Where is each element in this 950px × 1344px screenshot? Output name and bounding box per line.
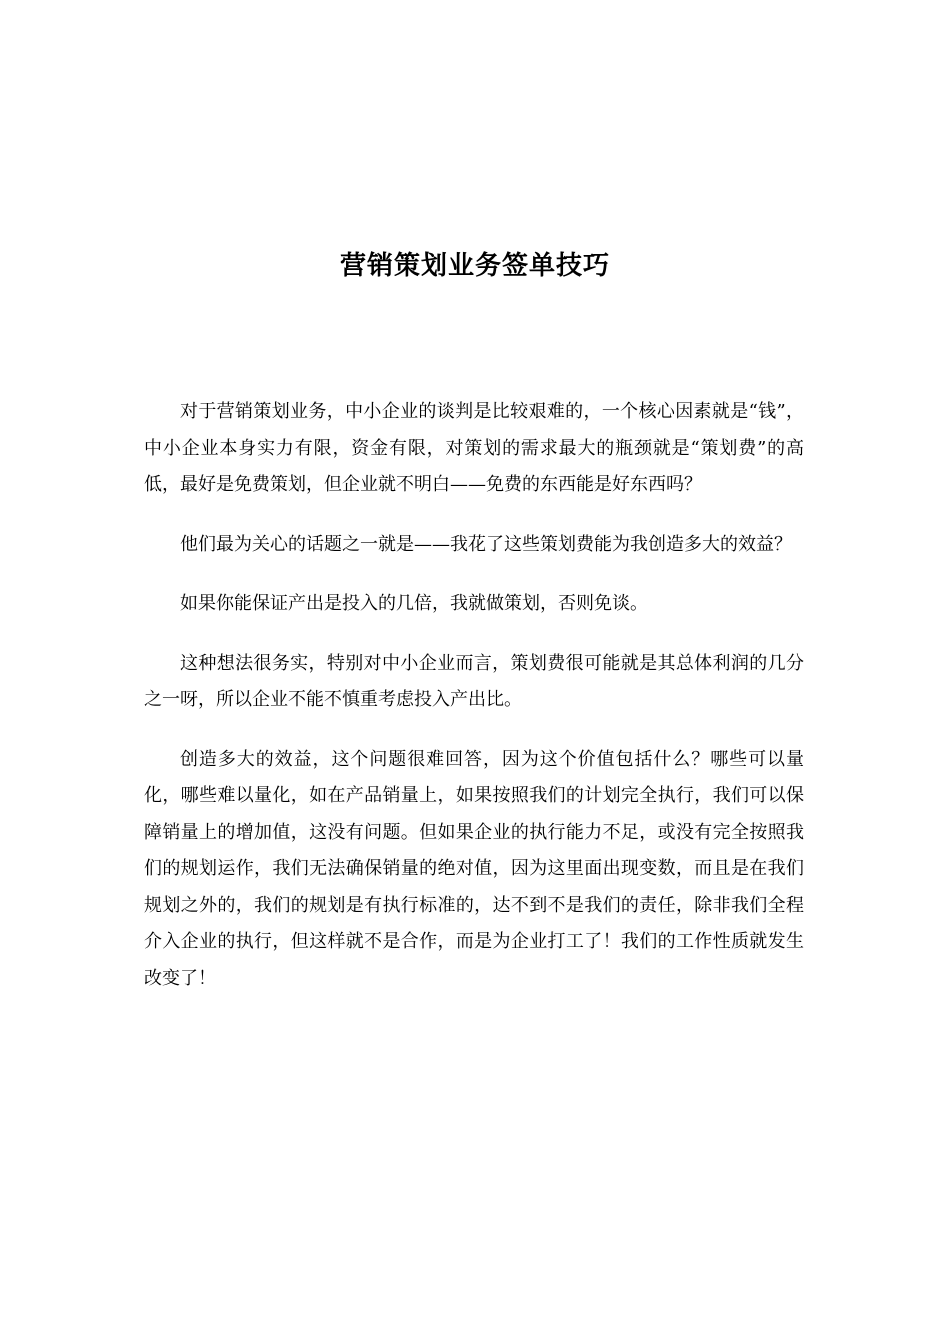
paragraph-3: 如果你能保证产出是投入的几倍，我就做策划，否则免谈。 [180,593,648,614]
document-title: 营销策划业务签单技巧 [339,251,610,281]
paragraph-4: 这种想法很务实，特别对中小企业而言，策划费很可能就是其总体利润的几分之一呀，所以企业不能不慎重考虑投入产出比。 [144,652,804,710]
paragraph-5: 创造多大的效益，这个问题很难回答，因为这个价值包括什么？哪些可以量化，哪些难以量化，如在产品销量上，如果按照我们的计划完全执行，我们可以保障销量上的增加值，这没有问题。但如果企业的执行能力不足，或没有完全按照我们的规划运作，我们无法确保销量的绝对值，因为这里面出现变数，而且是在我们规划之外的，我们的规划是有执行标准的，达不到不是我们的责任，除非我们全程介入企业的执行，但这样就不是合作，而是为企业打工了！我们的工作性质就发生改变了！ [144,748,804,989]
paragraph-2: 他们最为关心的话题之一就是——我花了这些策划费能为我创造多大的效益？ [180,533,792,555]
document-body [144,394,804,1020]
paragraph-1: 对于营销策划业务，中小企业的谈判是比较艰难的，一个核心因素就是“钱”，中小企业本身实力有限，资金有限，对策划的需求最大的瓶颈就是“策划费”的高低，最好是免费策划，但企业就不明白——免费的东西能是好东西吗？ [144,401,804,495]
